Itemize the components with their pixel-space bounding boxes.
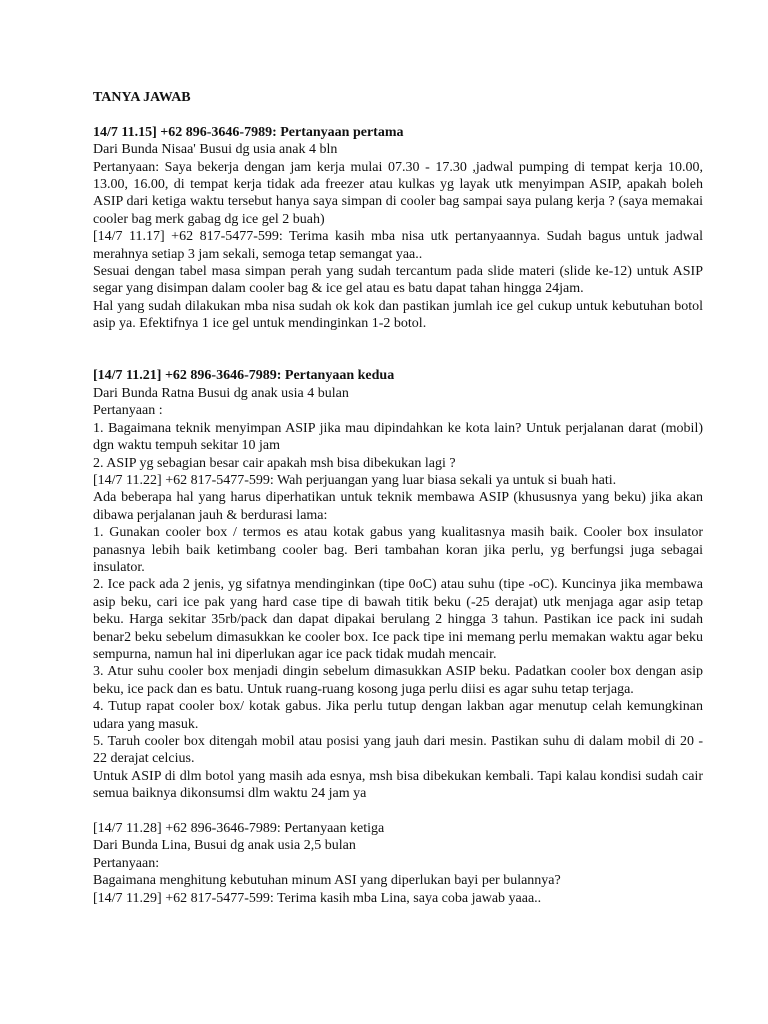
qa-section-3 <box>93 820 703 907</box>
question-asker: Dari Bunda Lina, Busui dg anak usia 2,5 bulan <box>93 838 356 854</box>
qa-section-1 <box>93 124 703 333</box>
answer-lead: Ada beberapa hal yang harus diperhatikan untuk teknik membawa ASIP (khususnya yang beku) jika akan dibawa perjalanan jauh & berdurasi lama: <box>93 490 703 523</box>
question-item: 1. Bagaimana teknik menyimpan ASIP jika mau dipindahkan ke kota lain? Untuk perjalanan darat (mobil) dgn waktu tempuh sekitar 10 jam <box>93 420 703 454</box>
answer-closing: Untuk ASIP di dlm botol yang masih ada esnya, msh bisa dibekukan kembali. Tapi kalau kondisi sudah cair semua baiknya dikonsumsi dlm waktu 24 jam ya <box>93 768 703 802</box>
question-text: Bagaimana menghitung kebutuhan minum ASI yang diperlukan bayi per bulannya? <box>93 873 561 889</box>
question-label: Pertanyaan: <box>93 855 160 871</box>
answer-tip: 1. Gunakan cooler box / termos es atau kotak gabus yang kualitasnya masih baik. Cooler box insulator panasnya lebih baik ketimbang cooler bag. Beri tambahan koran jika perlu, yg berfungsi juga sebagai insulator. <box>93 525 703 575</box>
answer-intro: [14/7 11.22] +62 817-5477-599: Wah perjuangan yang luar biasa sekali ya untuk si buah hati. <box>93 472 617 488</box>
question-label: Pertanyaan : <box>93 403 163 419</box>
question-text: Pertanyaan: Saya bekerja dengan jam kerja mulai 07.30 - 17.30 ,jadwal pumping di tempat kerja 10.00, 13.00, 16.00, di tempat kerja tidak ada freezer atau kulkas yg layak utk menyimpan ASIP, apakah boleh ASIP dari ketiga waktu tersebut hanya saya simpan di cooler bag sampai saya pulang kerja ? (saya memakai cooler bag merk gabag dg ice gel 2 buah) <box>93 159 703 227</box>
question-header: 14/7 11.15] +62 896-3646-7989: Pertanyaan pertama <box>93 124 404 140</box>
answer-tip: 4. Tutup rapat cooler box/ kotak gabus. Jika perlu tutup dengan lakban agar menutup celah kemungkinan udara yang masuk. <box>93 699 703 732</box>
question-header: [14/7 11.28] +62 896-3646-7989: Pertanyaan ketiga <box>93 821 385 837</box>
answer-intro: [14/7 11.17] +62 817-5477-599: Terima kasih mba nisa utk pertanyaannya. Sudah bagus untuk jadwal merahnya setiap 3 jam sekali, semoga tetap semangat yaa.. <box>93 229 703 262</box>
answer-paragraph: Sesuai dengan tabel masa simpan perah yang sudah tercantum pada slide materi (slide ke-12) untuk ASIP segar yang disimpan dalam cooler bag & ice gel atau es batu dapat tahan hingga 24jam. <box>93 264 703 297</box>
question-header: [14/7 11.21] +62 896-3646-7989: Pertanyaan kedua <box>93 368 395 384</box>
question-asker: Dari Bunda Nisaa' Busui dg usia anak 4 bln <box>93 142 338 158</box>
document-title: TANYA JAWAB <box>93 90 191 105</box>
answer-tip: 2. Ice pack ada 2 jenis, yg sifatnya mendinginkan (tipe 0oC) atau suhu (tipe -oC). Kuncinya jika membawa asip beku, cari ice pak yang hard case tipe di bawah titik beku (-25 derajat) utk menjaga agar asip tetap beku. Harga sekitar 35rb/pack dan dapat dipakai berulang 2 hingga 3 tahun. Pastikan ice pack ini sudah benar2 beku sebelum dimasukkan ke cooler box. Ice pack tipe ini memang perlu memakan waktu agar beku sempurna, namun hal ini diperlukan agar ice pack tidak mudah mencair. <box>93 577 703 662</box>
question-asker: Dari Bunda Ratna Busui dg anak usia 4 bulan <box>93 385 349 401</box>
qa-section-2 <box>93 367 703 802</box>
answer-tip: 5. Taruh cooler box ditengah mobil atau posisi yang jauh dari mesin. Pastikan suhu di dalam mobil di 20 - 22 derajat celcius. <box>93 734 703 767</box>
answer-tip: 3. Atur suhu cooler box menjadi dingin sebelum dimasukkan ASIP beku. Padatkan cooler box dengan asip beku, ice pack dan es batu. Untuk ruang-ruang kosong juga perlu diisi es agar suhu tetap terjaga. <box>93 664 703 697</box>
answer-intro: [14/7 11.29] +62 817-5477-599: Terima kasih mba Lina, saya coba jawab yaaa.. <box>93 890 542 906</box>
answer-paragraph: Hal yang sudah dilakukan mba nisa sudah ok kok dan pastikan jumlah ice gel cukup untuk kebutuhan botol asip ya. Efektifnya 1 ice gel untuk mendinginkan 1-2 botol. <box>93 298 703 332</box>
document-page <box>93 89 703 907</box>
question-item: 2. ASIP yg sebagian besar cair apakah msh bisa dibekukan lagi ? <box>93 455 456 471</box>
